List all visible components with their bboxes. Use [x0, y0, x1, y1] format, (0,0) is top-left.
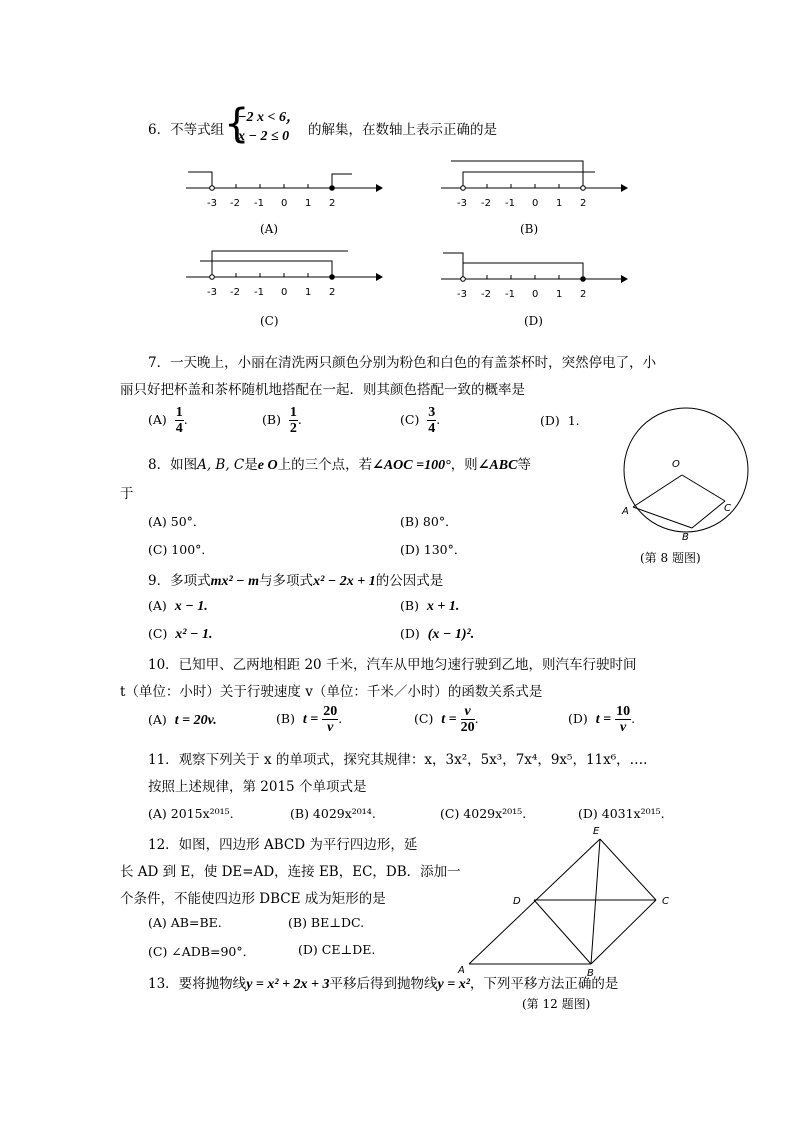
tick-label: -3 — [457, 198, 467, 209]
tick-label: 0 — [532, 289, 539, 300]
tick-label: -3 — [207, 287, 217, 298]
point-label-a: A — [458, 965, 465, 976]
fraction: $\frac{1}{4}$ — [175, 405, 183, 436]
q7-option-b[interactable]: (B) $\frac{1}{2}$ . — [262, 405, 302, 436]
point-label-a: A — [622, 506, 629, 517]
tick-label: 1 — [556, 198, 563, 209]
q10-option-a[interactable]: (A) t = 20v. — [148, 712, 217, 728]
q7-line-2: 丽只好把杯盖和茶杯随机地搭配在一起．则其颜色搭配一致的概率是 — [120, 382, 525, 398]
q8-option-a[interactable]: (A) 50°． — [148, 514, 206, 529]
tick-label: 1 — [556, 289, 563, 300]
tick-label: -1 — [254, 287, 264, 298]
tick-label: 2 — [329, 198, 336, 209]
tick-label: -2 — [481, 198, 491, 209]
parallelogram-figure — [450, 818, 690, 988]
point-label-c: C — [724, 503, 731, 514]
point-label-b: B — [682, 532, 689, 543]
fraction: $\frac{10}{v}$ — [616, 704, 631, 735]
tick-label: -2 — [481, 289, 491, 300]
option-label-d: (D) — [524, 314, 543, 328]
q7-option-d[interactable]: (D) 1. — [540, 413, 580, 428]
option-label-b: (B) — [520, 222, 539, 236]
q9-option-d[interactable]: (D) (x − 1)². — [400, 626, 475, 642]
figure-caption-12: (第 12 题图) — [522, 997, 591, 1011]
tick-label: 2 — [580, 289, 587, 300]
tick-label: -3 — [207, 198, 217, 209]
tick-label: 1 — [305, 198, 312, 209]
fraction: $\frac{20}{v}$ — [323, 704, 338, 735]
q11-option-a[interactable]: (A) 2015x²⁰¹⁵. — [148, 806, 234, 821]
q10-option-b[interactable]: (B) t = $\frac{20}{v}$ . — [276, 704, 343, 735]
q9-option-a[interactable]: (A) x − 1. — [148, 598, 208, 614]
point-label-e: E — [593, 826, 600, 837]
q8-option-d[interactable]: (D) 130°． — [400, 542, 467, 557]
tick-label: 0 — [281, 198, 288, 209]
q12-option-c[interactable]: (C) ∠ADB=90°． — [148, 944, 256, 959]
q8-option-c[interactable]: (C) 100°． — [148, 542, 214, 557]
number-line-a — [180, 160, 390, 220]
tick-label: -2 — [230, 198, 240, 209]
q11-option-b[interactable]: (B) 4029x²⁰¹⁴. — [290, 806, 376, 821]
tick-label: 0 — [281, 287, 288, 298]
q9-stem: 9．多项式mx² − m与多项式x² − 2x + 1的公因式是 — [148, 573, 444, 589]
tick-label: 1 — [305, 287, 312, 298]
q8-line-1: 8．如图A, B, C是e O上的三个点，若∠AOC =100°，则∠ABC等 — [148, 457, 531, 473]
point-label-c: C — [662, 896, 669, 907]
q10-option-c[interactable]: (C) t = $\frac{v}{20}$ . — [414, 704, 479, 735]
q7-option-a[interactable]: (A) $\frac{1}{4}$ . — [148, 405, 188, 436]
point-label-d: D — [513, 896, 521, 907]
circle-figure — [618, 400, 763, 545]
q6-prefix: 6．不等式组 — [148, 122, 225, 138]
q9-option-b[interactable]: (B) x + 1. — [400, 598, 460, 614]
q11-option-d[interactable]: (D) 4031x²⁰¹⁵. — [578, 806, 665, 821]
fraction: $\frac{v}{20}$ — [460, 704, 475, 735]
system-brace: { — [224, 101, 250, 147]
fraction: $\frac{1}{2}$ — [289, 405, 297, 436]
number-line-c — [180, 245, 390, 305]
tick-label: 2 — [580, 198, 587, 209]
q12-line-2: 长 AD 到 E，使 DE=AD，连接 EB，EC，DB．添加一 — [120, 864, 461, 880]
tick-label: -1 — [505, 289, 515, 300]
tick-label: -3 — [457, 289, 467, 300]
q13-stem: 13．要将抛物线y = x² + 2x + 3平移后得到抛物线y = x²，下列平移方法正确的是 — [148, 976, 619, 992]
option-label-a: (A) — [260, 222, 279, 236]
figure-caption-8: (第 8 题图) — [640, 551, 701, 565]
q6-inequality-1: −2 x < 6， — [238, 110, 300, 125]
q11-option-c[interactable]: (C) 4029x²⁰¹⁵. — [440, 806, 527, 821]
tick-label: 0 — [532, 198, 539, 209]
tick-label: -1 — [254, 198, 264, 209]
number-line-b — [435, 155, 635, 220]
fraction: $\frac{3}{4}$ — [428, 405, 436, 436]
q7-line-1: 7．一天晚上，小丽在清洗两只颜色分别为粉色和白色的有盖茶杯时，突然停电了，小 — [148, 355, 657, 371]
q10-option-d[interactable]: (D) t = $\frac{10}{v}$ . — [568, 704, 636, 735]
q11-line-1: 11．观察下列关于 x 的单项式，探究其规律：x，3x²，5x³，7x⁴，9x⁵，11x⁶，…. — [148, 752, 648, 768]
q8-option-b[interactable]: (B) 80°． — [400, 514, 458, 529]
q6-inequality-2: x − 2 ≤ 0 — [238, 129, 290, 144]
q9-option-c[interactable]: (C) x² − 1. — [148, 626, 213, 642]
q10-line-2: t（单位：小时）关于行驶速度 v（单位：千米／小时）的函数关系式是 — [120, 684, 543, 700]
q10-line-1: 10．已知甲、乙两地相距 20 千米，汽车从甲地匀速行驶到乙地，则汽车行驶时间 — [148, 657, 637, 673]
q12-option-b[interactable]: (B) BE⊥DC. — [288, 915, 365, 930]
q12-line-1: 12．如图，四边形 ABCD 为平行四边形，延 — [148, 837, 418, 853]
q11-line-2: 按照上述规律，第 2015 个单项式是 — [148, 779, 367, 795]
option-label-c: (C) — [260, 314, 279, 328]
point-label-b: B — [587, 968, 594, 979]
tick-label: -2 — [230, 287, 240, 298]
number-line-d — [435, 245, 635, 305]
q7-option-c[interactable]: (C) $\frac{3}{4}$ . — [400, 405, 441, 436]
q12-option-d[interactable]: (D) CE⊥DE. — [298, 942, 376, 957]
tick-label: -1 — [505, 198, 515, 209]
q8-line-2: 于 — [120, 486, 134, 502]
q12-line-3: 个条件，不能使四边形 DBCE 成为矩形的是 — [120, 891, 386, 907]
q6-suffix: 的解集，在数轴上表示正确的是 — [308, 122, 497, 138]
tick-label: 2 — [329, 287, 336, 298]
point-label-o: O — [672, 459, 680, 470]
q12-option-a[interactable]: (A) AB=BE. — [148, 915, 222, 930]
